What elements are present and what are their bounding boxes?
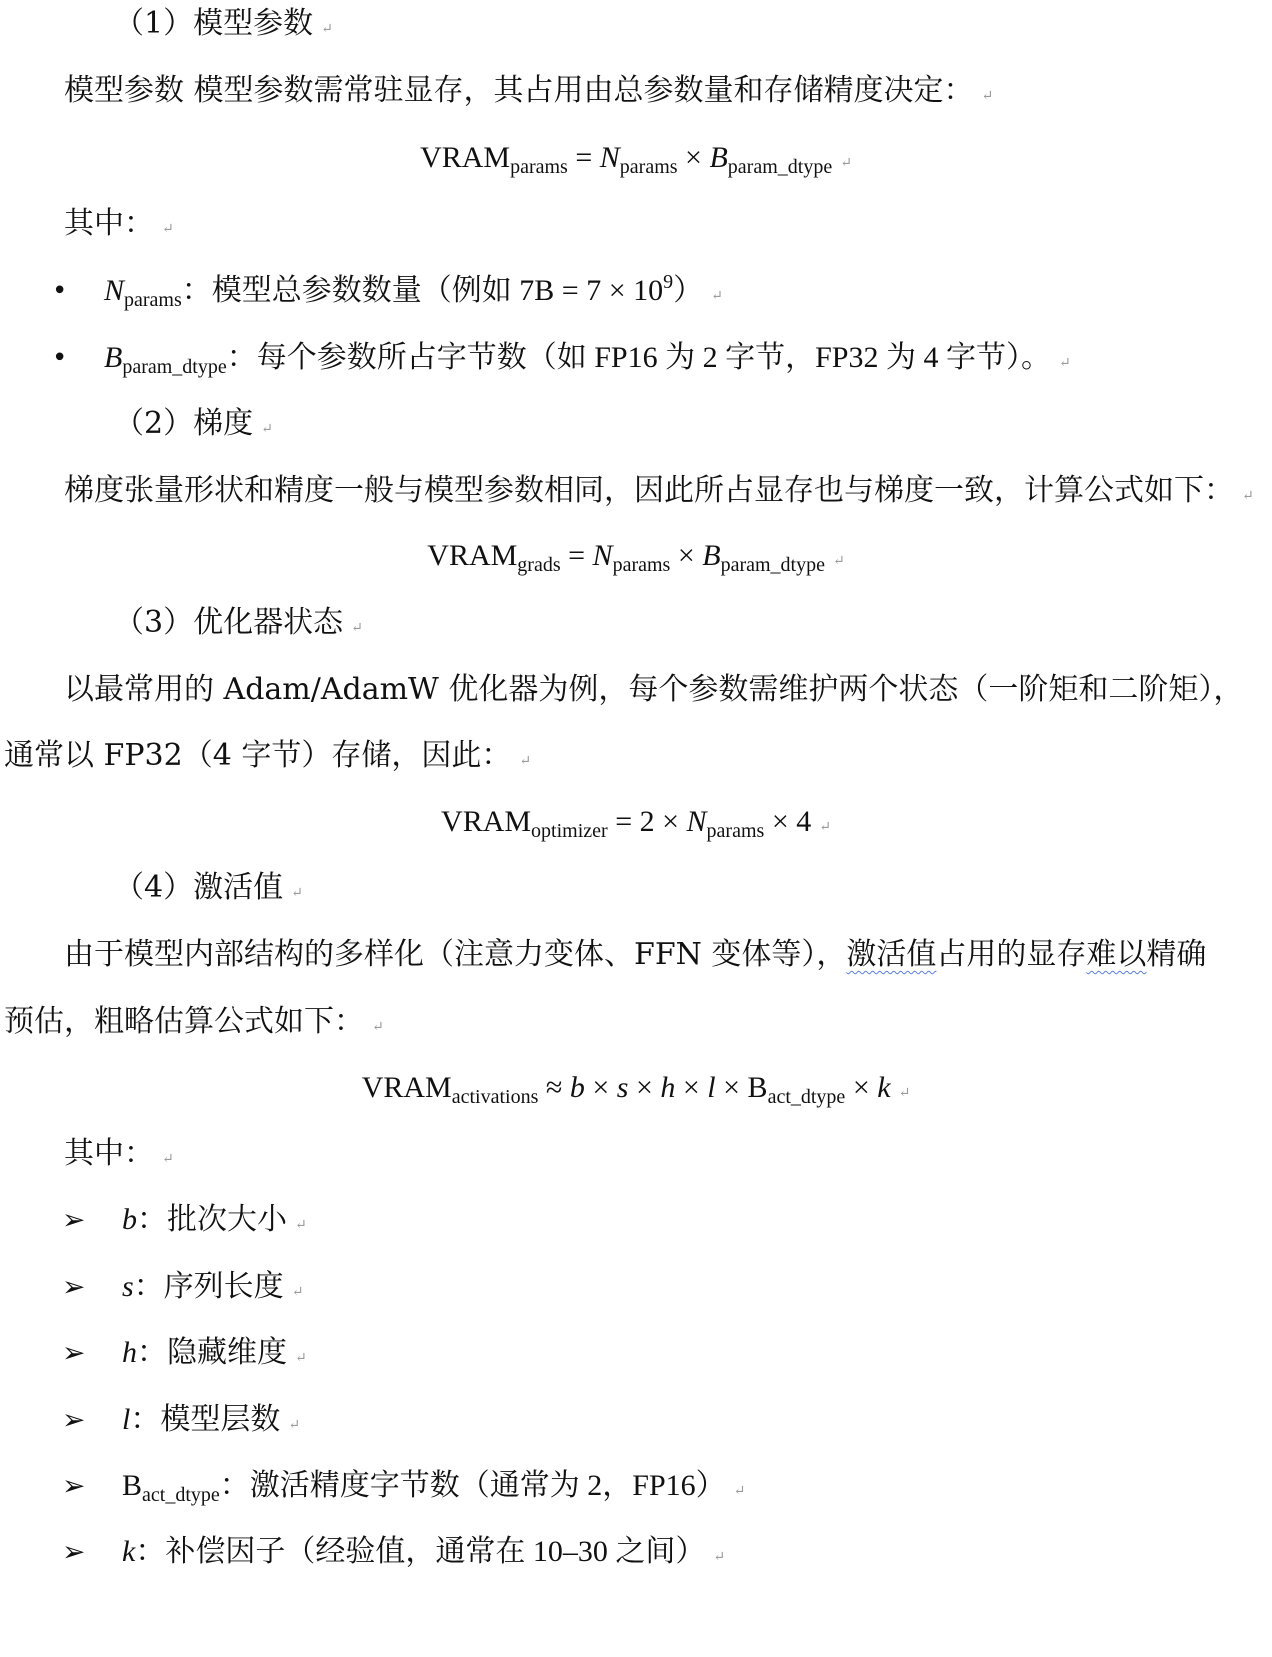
- bullet-icon: •: [52, 343, 68, 373]
- arrow-bullet-icon: ➢: [62, 1535, 86, 1568]
- paragraph-mark: ↵: [291, 885, 303, 901]
- paragraph-mark: ↵: [1242, 488, 1254, 504]
- formula-1: $VRAM_{params} = N_{params} \times B_{param\_dtype}$ ↵: [420, 141, 852, 178]
- paragraph-mark: ↵: [981, 88, 994, 104]
- paragraph-mark: ↵: [351, 620, 363, 636]
- list-item: $B_{param\_dtype}$：每个参数所占字节数（如 FP16 为 2 字节，FP32 为 4 字节）。 ↵: [104, 341, 1071, 378]
- paragraph-3-line-2: 通常以 FP32（4 字节）存储，因此： ↵: [4, 738, 532, 773]
- paragraph-mark: ↵: [295, 1218, 307, 1233]
- formula-2: $VRAM_{grads} = N_{params} \times B_{param\_dtype}$ ↵: [427, 539, 845, 576]
- paragraph-mark: ↵: [733, 1484, 746, 1499]
- arrow-bullet-icon: ➢: [62, 1270, 86, 1303]
- paragraph-1: 模型参数 模型参数需常驻显存，其占用由总参数量和存储精度决定： ↵: [64, 73, 994, 108]
- list-item: s：序列长度 ↵: [122, 1270, 304, 1303]
- section-heading-2: （2）梯度 ↵: [114, 406, 273, 441]
- paragraph-mark: ↵: [261, 421, 273, 437]
- arrow-bullet-icon: ➢: [62, 1469, 86, 1502]
- list-item: $N_{params}$：模型总参数数量（例如 $7B = 7 \times 10^9$） ↵: [104, 271, 723, 311]
- paragraph-mark: ↵: [295, 1351, 307, 1366]
- section-heading-4: （4）激活值 ↵: [114, 870, 303, 905]
- paragraph-mark: ↵: [711, 289, 723, 304]
- paragraph-mark: ↵: [162, 221, 174, 237]
- paragraph-mark: ↵: [372, 1019, 384, 1035]
- paragraph-mark: ↵: [291, 1285, 304, 1300]
- where-label-2: 其中： ↵: [64, 1136, 174, 1171]
- list-item: k：补偿因子（经验值，通常在 10–30 之间） ↵: [122, 1535, 726, 1568]
- arrow-bullet-icon: ➢: [62, 1336, 86, 1369]
- paragraph-mark: ↵: [832, 554, 845, 569]
- arrow-bullet-icon: ➢: [62, 1203, 86, 1236]
- paragraph-mark: ↵: [1058, 356, 1071, 371]
- list-item: l：模型层数 ↵: [122, 1403, 301, 1436]
- arrow-bullet-icon: ➢: [62, 1403, 86, 1436]
- paragraph-mark: ↵: [840, 156, 852, 171]
- paragraph-mark: ↵: [898, 1086, 911, 1101]
- section-heading-1: （1）模型参数 ↵: [114, 6, 333, 41]
- list-item: b：批次大小 ↵: [122, 1203, 307, 1236]
- paragraph-mark: ↵: [162, 1151, 174, 1167]
- bullet-icon: •: [52, 276, 68, 306]
- where-label-1: 其中： ↵: [64, 206, 174, 241]
- list-item: h：隐藏维度 ↵: [122, 1336, 307, 1369]
- list-item: $B_{act\_dtype}$：激活精度字节数（通常为 2，FP16） ↵: [122, 1469, 746, 1506]
- paragraph-3-line-1: 以最常用的 Adam/AdamW 优化器为例，每个参数需维护两个状态（一阶矩和二阶矩），: [64, 672, 1244, 707]
- paragraph-mark: ↵: [288, 1418, 301, 1433]
- paragraph-mark: ↵: [819, 820, 831, 835]
- paragraph-4-line-1: 由于模型内部结构的多样化（注意力变体、FFN 变体等），激活值占用的显存难以精确: [64, 937, 1207, 972]
- formula-3: $VRAM_{optimizer} = 2 \times N_{params} \times 4$ ↵: [441, 805, 831, 842]
- paragraph-mark: ↵: [713, 1550, 726, 1565]
- paragraph-4-line-2: 预估，粗略估算公式如下： ↵: [4, 1004, 384, 1039]
- section-heading-3: （3）优化器状态 ↵: [114, 605, 363, 640]
- paragraph-mark: ↵: [519, 753, 532, 769]
- paragraph-2: 梯度张量形状和精度一般与模型参数相同，因此所占显存也与梯度一致，计算公式如下： ↵: [64, 473, 1254, 508]
- paragraph-mark: ↵: [321, 21, 333, 37]
- formula-4: $VRAM_{activations} \approx b \times s \times h \times l \times B_{act\_dtype} \times k$ ↵: [361, 1071, 911, 1108]
